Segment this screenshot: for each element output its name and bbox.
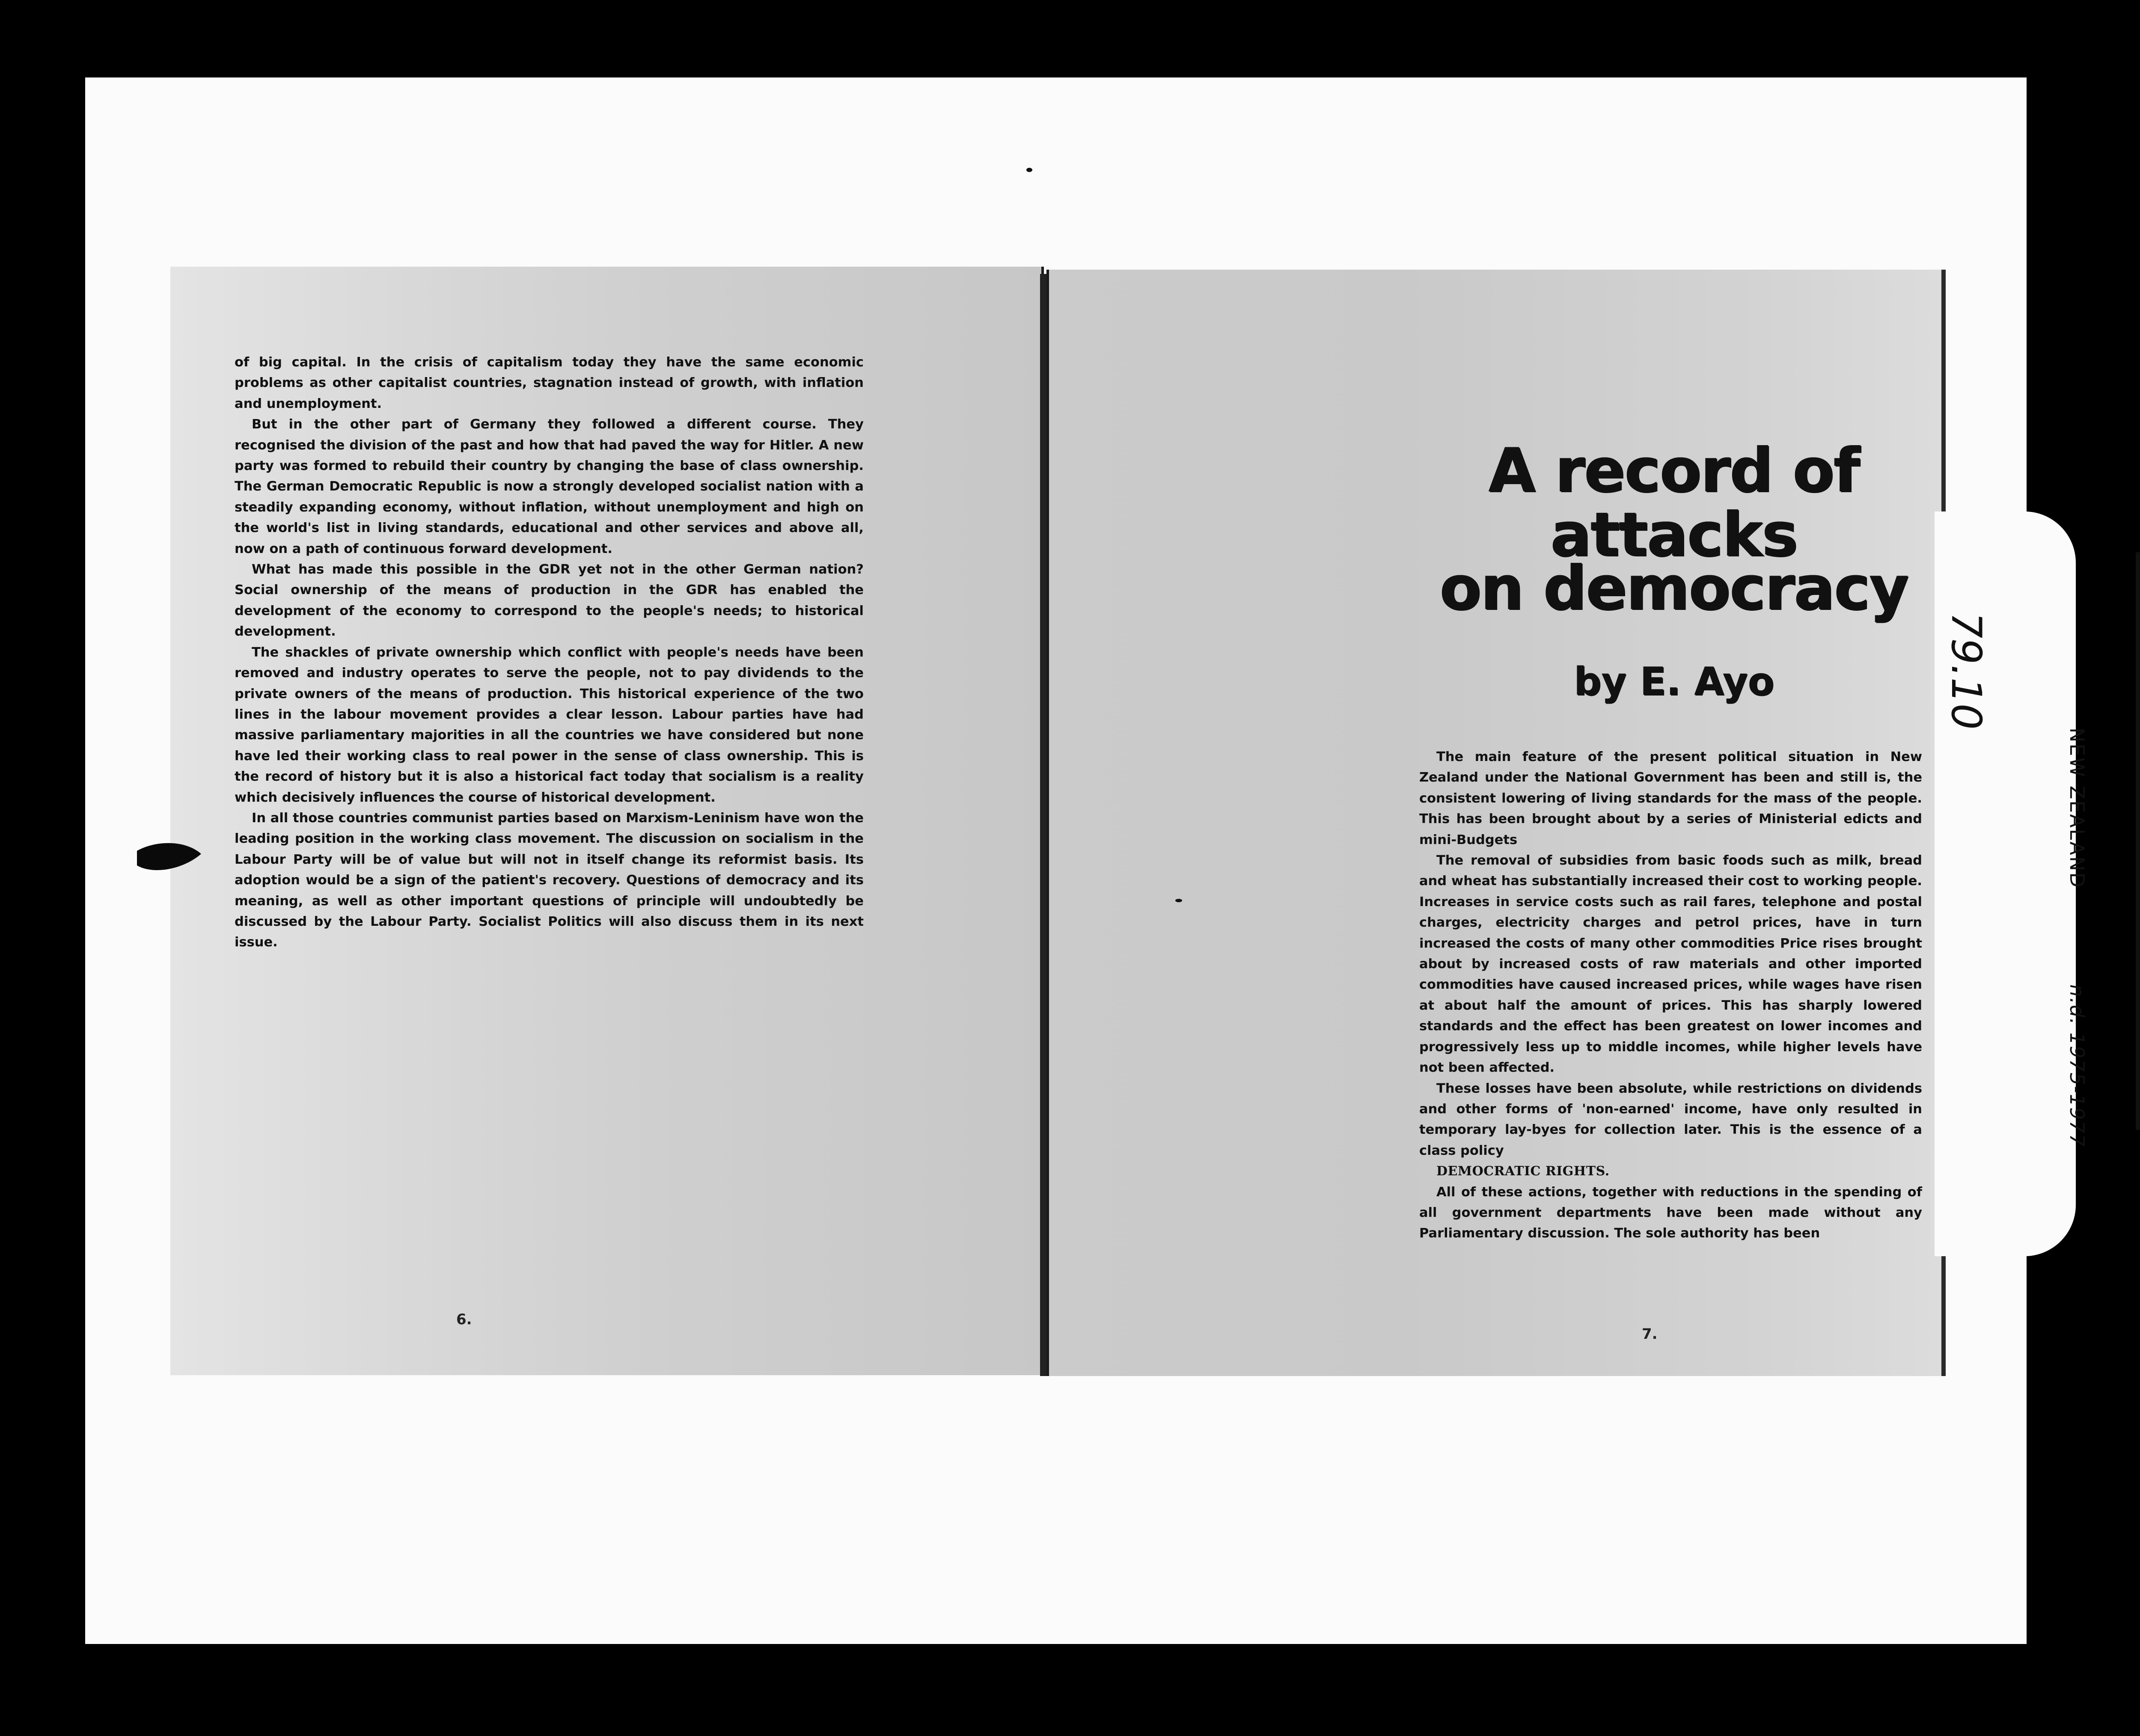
article-title-line2: on democracy (1439, 553, 1908, 624)
dust-speck (1026, 168, 1032, 172)
page-number: 7. (1642, 1326, 1658, 1343)
body-paragraph: But in the other part of Germany they followed a different course. They recognised the division of the past and how that had paved the way for Hitler. A new party was formed to rebuild their country by changing the base of class ownership. The German Democratic Republic is now a strongly developed socialist nation with a steadily expanding economy, without inflation, without unemployment and high on the world's list in living standards, educational and other services and above all, now on a path of continuous forward development. (235, 417, 864, 556)
handwritten-country: NEW ZEALAND (2066, 728, 2089, 889)
body-paragraph: The shackles of private ownership which conflict with people's needs have been removed and industry operates to serve the people, not to pay dividends to the private owners of the means of production. This historical experience of the two lines in the labour movement provides a clear lesson. Labour parties have had massive parliamentary majorities in all the countries we have considered but none have led their working class to real power in the sense of class ownership. This is the record of history but it is also a historical fact today that socialism is a reality which decisively influences the course of historical development. (235, 645, 864, 805)
right-page (1046, 270, 1946, 1376)
right-page-body (1419, 747, 1922, 1244)
page-marker-flag (137, 839, 201, 877)
handwritten-date: n.d. 1975-1977 (2066, 984, 2089, 1147)
archive-card-shadow (2136, 552, 2140, 1130)
section-heading: DEMOCRATIC RIGHTS. (1436, 1164, 1610, 1179)
body-paragraph: The removal of subsidies from basic foods such as milk, bread and wheat has substantially increased their cost to working people. Increases in service costs such as rail fares, telephone and postal charges, electricity charges and petrol prices, have in turn increased the costs of many other commodities Price rises brought about by increased costs of raw materials and other imported commodities have caused increased prices, while wages have risen at about half the amount of prices. This has sharply lowered standards and the effect has been greatest on lower incomes and progressively less up to middle incomes, while higher levels have not been affected. (1419, 853, 1922, 1076)
handwritten-number: 79.10 (1942, 612, 1990, 730)
page-number: 6. (456, 1311, 472, 1328)
body-paragraph: What has made this possible in the GDR yet not in the other German nation? Social ownership of the means of production in the GDR has enabled the development of the economy to correspond to the people's needs; to historical development. (235, 562, 864, 639)
left-page (170, 267, 1044, 1375)
article-byline: by E. Ayo (1573, 659, 1774, 704)
left-page-body (235, 352, 864, 953)
body-paragraph: All of these actions, together with reductions in the spending of all government departments have been made without any Parliamentary discussion. The sole authority has been (1419, 1184, 1922, 1241)
body-paragraph: In all those countries communist parties based on Marxism-Leninism have won the leading position in the working class movement. The discussion on socialism in the Labour Party will be of value but will not in itself change its reformist basis. Its adoption would be a sign of the patient's recovery. Questions of democracy and its meaning, as well as other important questions of principle will undoubtedly be discussed by the Labour Party. Socialist Politics will also discuss them in its next issue. (235, 810, 864, 950)
body-paragraph: These losses have been absolute, while restrictions on dividends and other forms of 'non-earned' income, have only resulted in temporary lay-byes for collection later. This is the essence of a class policy (1419, 1081, 1922, 1158)
body-paragraph: The main feature of the present political situation in New Zealand under the National Government has been and still is, the consistent lowering of living standards for the mass of the people. This has been brought about by a series of Ministerial edicts and mini-Budgets (1419, 749, 1922, 847)
dust-speck (1175, 899, 1182, 902)
article-title-line1: A record of attacks (1489, 435, 1859, 570)
body-paragraph: of big capital. In the crisis of capitalism today they have the same economic problems as other capitalist countries, stagnation instead of growth, with inflation and unemployment. (235, 355, 864, 411)
